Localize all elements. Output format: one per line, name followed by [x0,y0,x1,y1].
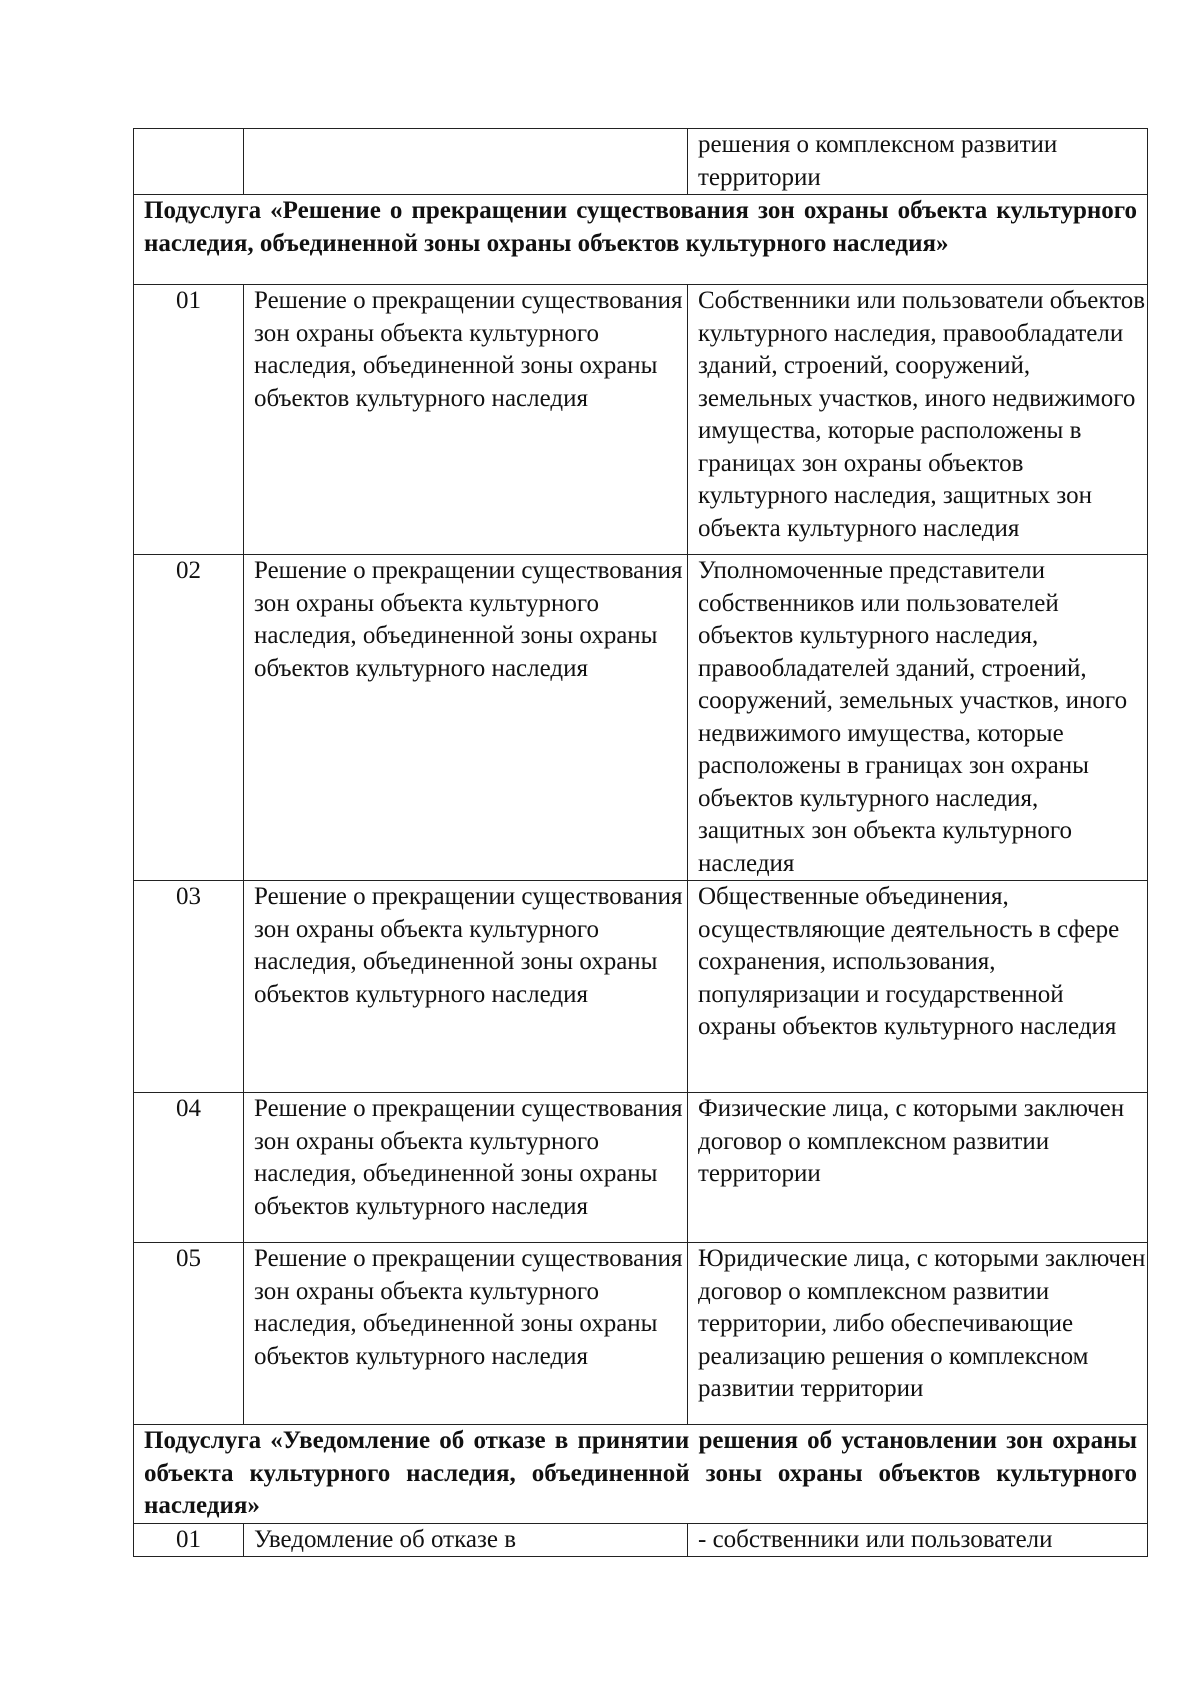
document-cell [244,1243,688,1425]
applicant-cell [688,1093,1148,1243]
document-text: Решение о прекращении существования зон охраны объекта культурного наследия, объединенной зоны охраны объектов культурного наследия [254,883,683,1008]
section-header-row [134,1425,1148,1524]
document-text: Решение о прекращении существования зон охраны объекта культурного наследия, объединенной зоны охраны объектов культурного наследия [254,1095,683,1220]
table-row [134,1243,1148,1425]
table-row [134,129,1148,195]
document-table [133,128,1148,1557]
document-cell [244,1523,688,1557]
applicant-cell [688,1243,1148,1425]
document-text: Уведомление об отказе в [254,1525,516,1553]
document-text: Решение о прекращении существования зон охраны объекта культурного наследия, объединенной зоны охраны объектов культурного наследия [254,1245,683,1370]
section-title: Подуслуга «Уведомление об отказе в принятии решения об установлении зон охраны объекта культурного наследия, объединенной зоны охраны объектов культурного наследия» [134,1425,1148,1524]
document-cell [244,555,688,881]
applicant-text: Физические лица, с которыми заключен договор о комплексном развитии территории [698,1095,1125,1187]
document-cell [244,1093,688,1243]
document-cell [244,881,688,1093]
table-row [134,555,1148,881]
row-number-cell [134,129,244,195]
document-text: Решение о прекращении существования зон охраны объекта культурного наследия, объединенной зоны охраны объектов культурного наследия [254,287,683,412]
row-number-cell: 02 [134,555,244,881]
table-row [134,881,1148,1093]
row-number-cell: 01 [134,285,244,555]
table-row [134,285,1148,555]
table-row [134,1523,1148,1557]
applicant-text: - собственники или пользователи [698,1525,1053,1553]
section-title: Подуслуга «Решение о прекращении существования зон охраны объекта культурного наследия, объединенной зоны охраны объектов культурного наследия» [134,195,1148,285]
applicant-cell [688,881,1148,1093]
row-number-cell: 04 [134,1093,244,1243]
applicant-cell [688,555,1148,881]
applicant-cell [688,1523,1148,1557]
row-number-cell: 03 [134,881,244,1093]
table-row [134,1093,1148,1243]
document-cell [244,129,688,195]
section-header-row [134,195,1148,285]
applicant-text: Юридические лица, с которыми заключен договор о комплексном развитии территории, либо обеспечивающие реализацию решения о комплексном развитии территории [698,1245,1146,1402]
row-number-cell: 05 [134,1243,244,1425]
applicant-cell [688,129,1148,195]
applicant-text: Уполномоченные представители собственников или пользователей объектов культурного наследия, правообладателей зданий, строений, сооружений, земельных участков, иного недвижимого имущества, которые расположены в границах зон охраны объектов культурного наследия, защитных зон объекта культурного наследия [698,557,1128,877]
document-text: Решение о прекращении существования зон охраны объекта культурного наследия, объединенной зоны охраны объектов культурного наследия [254,557,683,682]
document-cell [244,285,688,555]
applicant-text: Общественные объединения, осуществляющие деятельность в сфере сохранения, использования, популяризации и государственной охраны объектов культурного наследия [698,883,1120,1040]
applicant-text: решения о комплексном развитии территории [698,131,1058,191]
applicant-cell [688,285,1148,555]
row-number-cell: 01 [134,1523,244,1557]
applicant-text: Собственники или пользователи объектов культурного наследия, правообладатели зданий, строений, сооружений, земельных участков, иного недвижимого имущества, которые расположены в границах зон охраны объектов культурного наследия, защитных зон объекта культурного наследия [698,287,1146,542]
